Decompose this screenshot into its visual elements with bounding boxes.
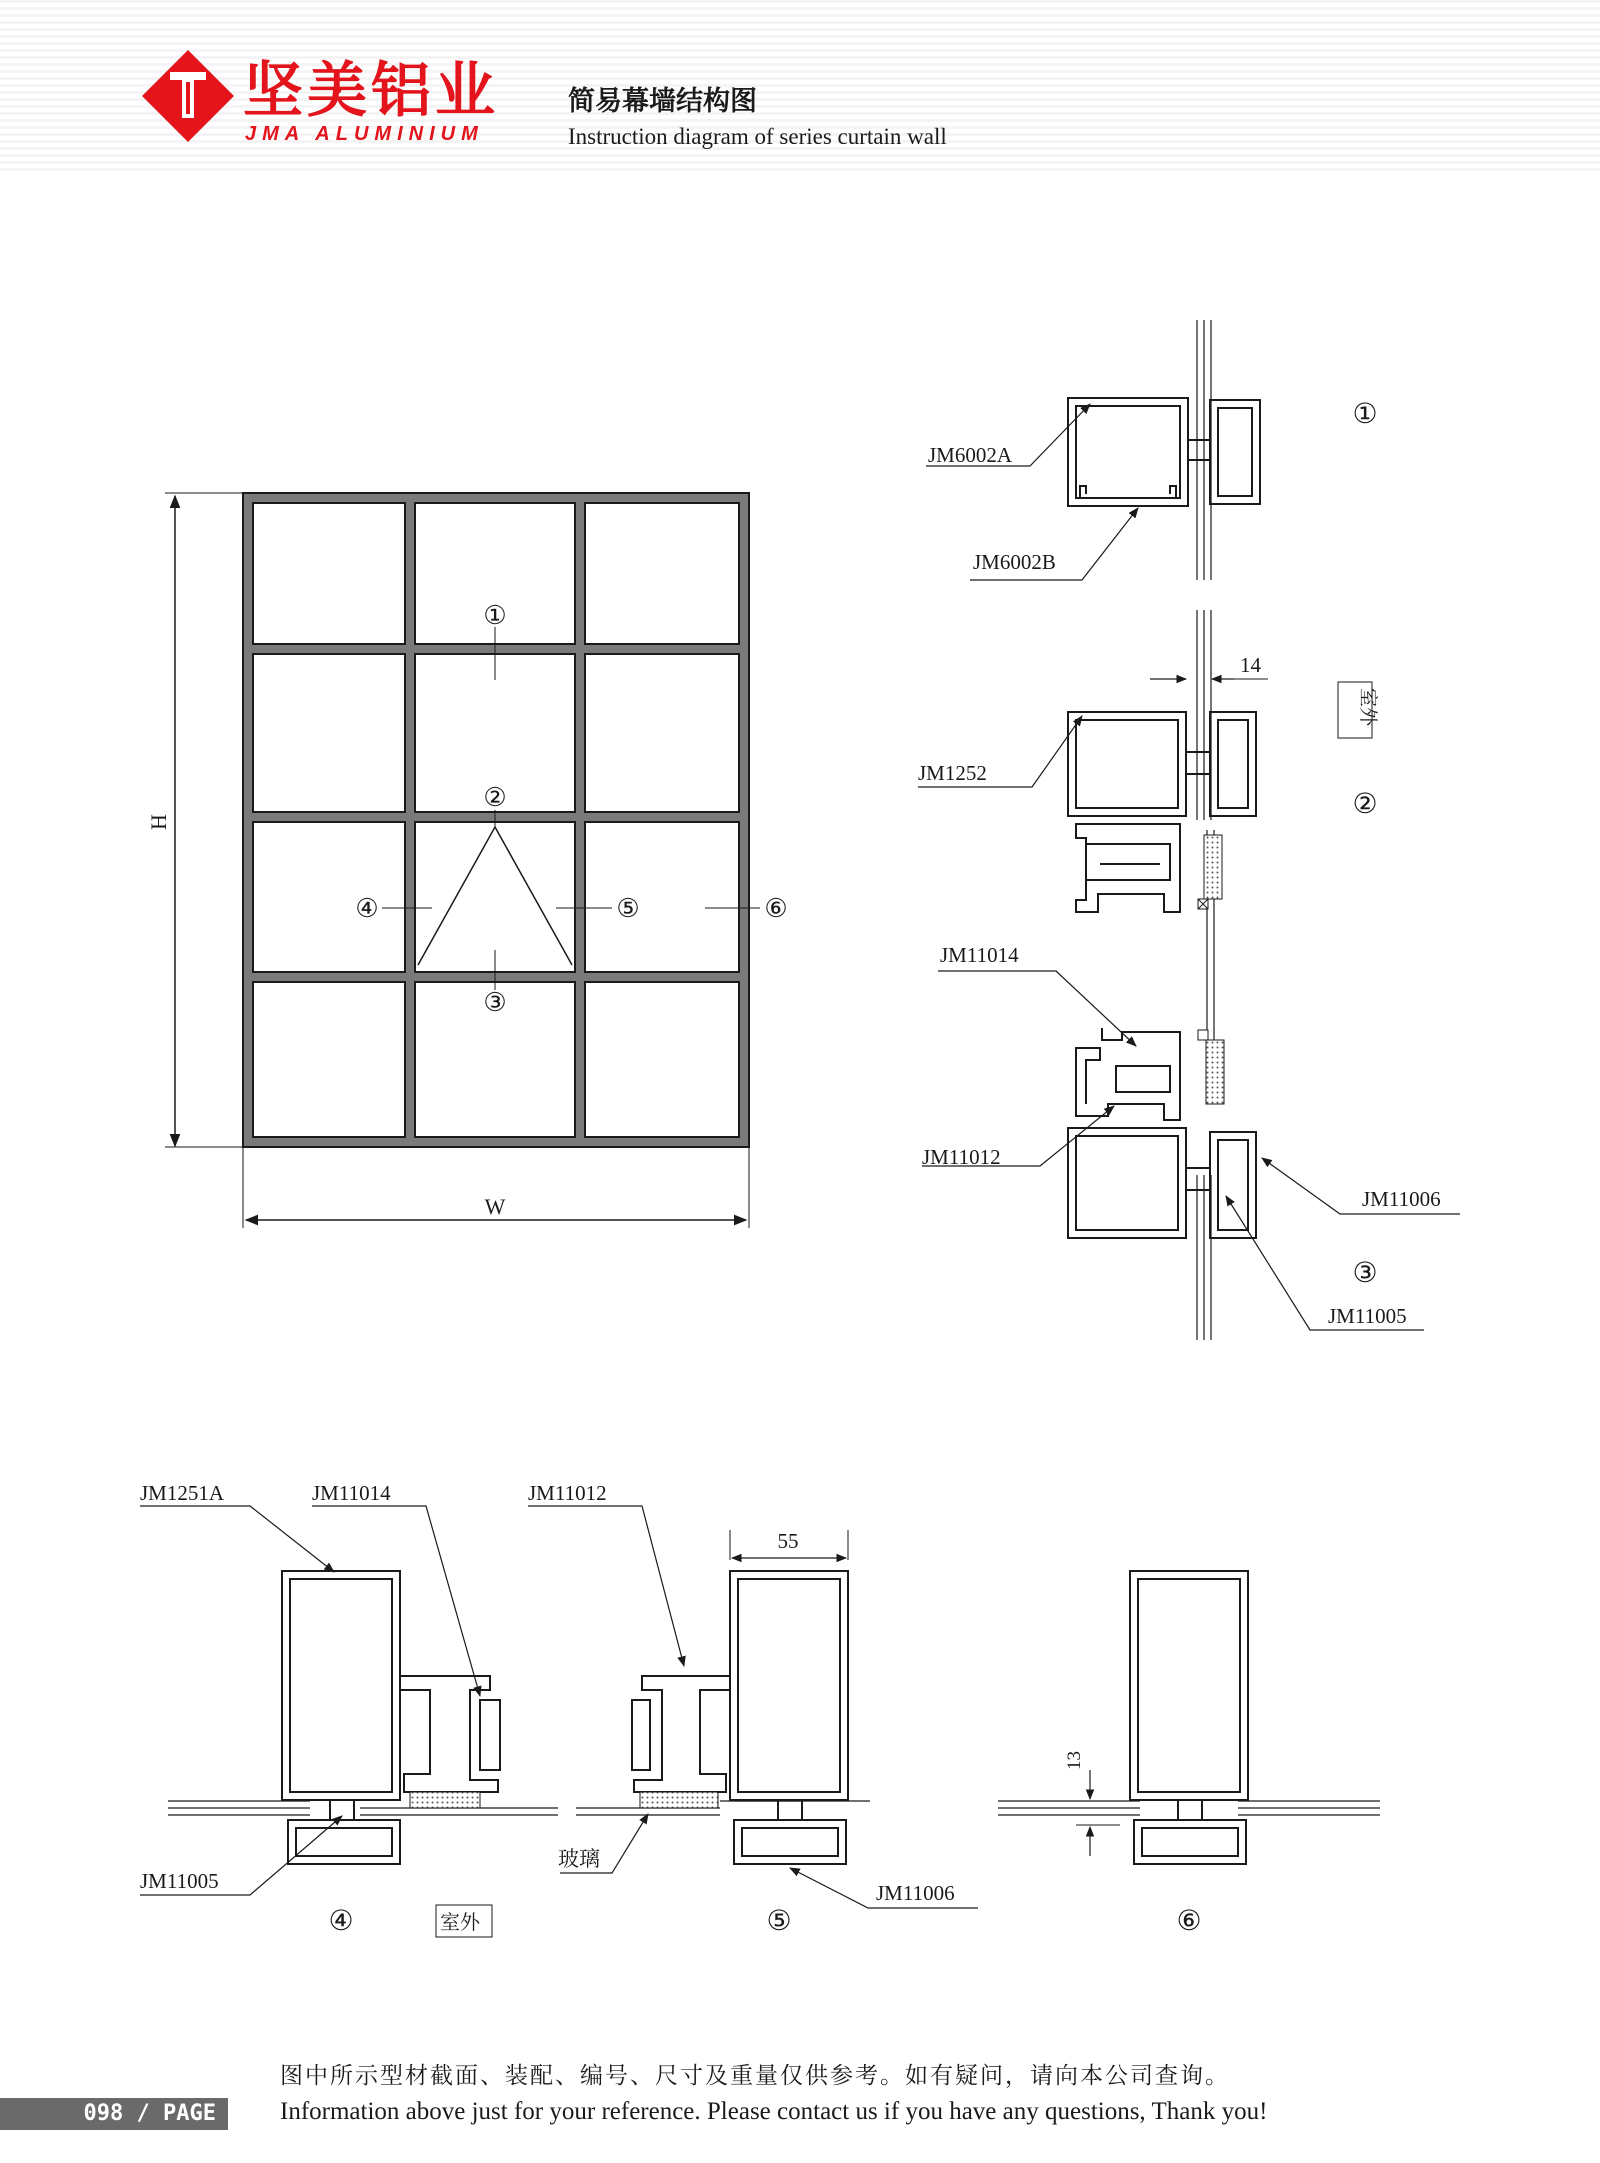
hs-dimension-13: 13	[1064, 1751, 1085, 1770]
hs-marker-6: ⑥	[1176, 1906, 1202, 1937]
page-title-en: Instruction diagram of series curtain wall	[568, 124, 947, 149]
elevation-marker-2: ②	[483, 783, 507, 812]
vs-part-jm1252: JM1252	[918, 761, 987, 785]
glass-lines-horizontal	[168, 1801, 1380, 1815]
vs-part-jm11012: JM11012	[922, 1145, 1001, 1169]
hs-part-jm11005: JM11005	[140, 1869, 219, 1893]
width-label: W	[484, 1194, 506, 1219]
horizontal-sections	[140, 1506, 1380, 1908]
hs-marker-5: ⑤	[766, 1906, 792, 1937]
page-number-tag: 098 / PAGE	[0, 2098, 228, 2130]
vs-marker-3: ③	[1352, 1258, 1378, 1289]
hs-dimension-55: 55	[777, 1529, 799, 1553]
height-label: H	[146, 814, 171, 830]
elevation-marker-5: ⑤	[616, 894, 640, 923]
section-4	[282, 1571, 500, 1864]
footer-note-cn: 图中所示型材截面、装配、编号、尺寸及重量仅供参考。如有疑问，请向本公司查询。	[280, 2063, 1230, 2089]
elevation-drawing	[146, 493, 788, 1228]
vs-part-jm11014: JM11014	[940, 943, 1019, 967]
vs-outside-label: 室外	[1357, 688, 1378, 727]
hs-part-jm11014: JM11014	[312, 1481, 391, 1505]
section-6	[1130, 1571, 1248, 1864]
hs-part-jm11006: JM11006	[876, 1881, 955, 1905]
vs-part-jm11006: JM11006	[1362, 1187, 1441, 1211]
elevation-marker-6: ⑥	[764, 894, 788, 923]
brand-name-en: JMA ALUMINIUM	[245, 123, 484, 145]
glass-lines-vertical	[1197, 320, 1214, 1340]
vs-part-jm6002b: JM6002B	[973, 550, 1056, 574]
page-title-cn: 简易幕墙结构图	[568, 86, 757, 117]
brand-name-cn: 坚美铝业	[243, 56, 499, 126]
hs-part-jm11012: JM11012	[528, 1481, 607, 1505]
section-5	[632, 1571, 848, 1864]
vs-marker-1: ①	[1352, 399, 1378, 430]
hs-part-jm1251a: JM1251A	[140, 1481, 225, 1505]
elevation-marker-3: ③	[483, 988, 507, 1017]
vs-part-jm11005: JM11005	[1328, 1304, 1407, 1328]
hs-marker-4: ④	[328, 1906, 354, 1937]
vs-dimension-14: 14	[1240, 653, 1261, 677]
footer-note-en: Information above just for your reference. Please contact us if you have any questions, Thank you!	[280, 2098, 1268, 2125]
hs-outside-label: 室外	[440, 1912, 480, 1934]
vs-marker-2: ②	[1352, 789, 1378, 820]
elevation-marker-1: ①	[483, 601, 507, 630]
elevation-marker-4: ④	[355, 894, 379, 923]
vs-part-jm6002a: JM6002A	[928, 443, 1013, 467]
hs-glass-label: 玻璃	[558, 1847, 600, 1871]
